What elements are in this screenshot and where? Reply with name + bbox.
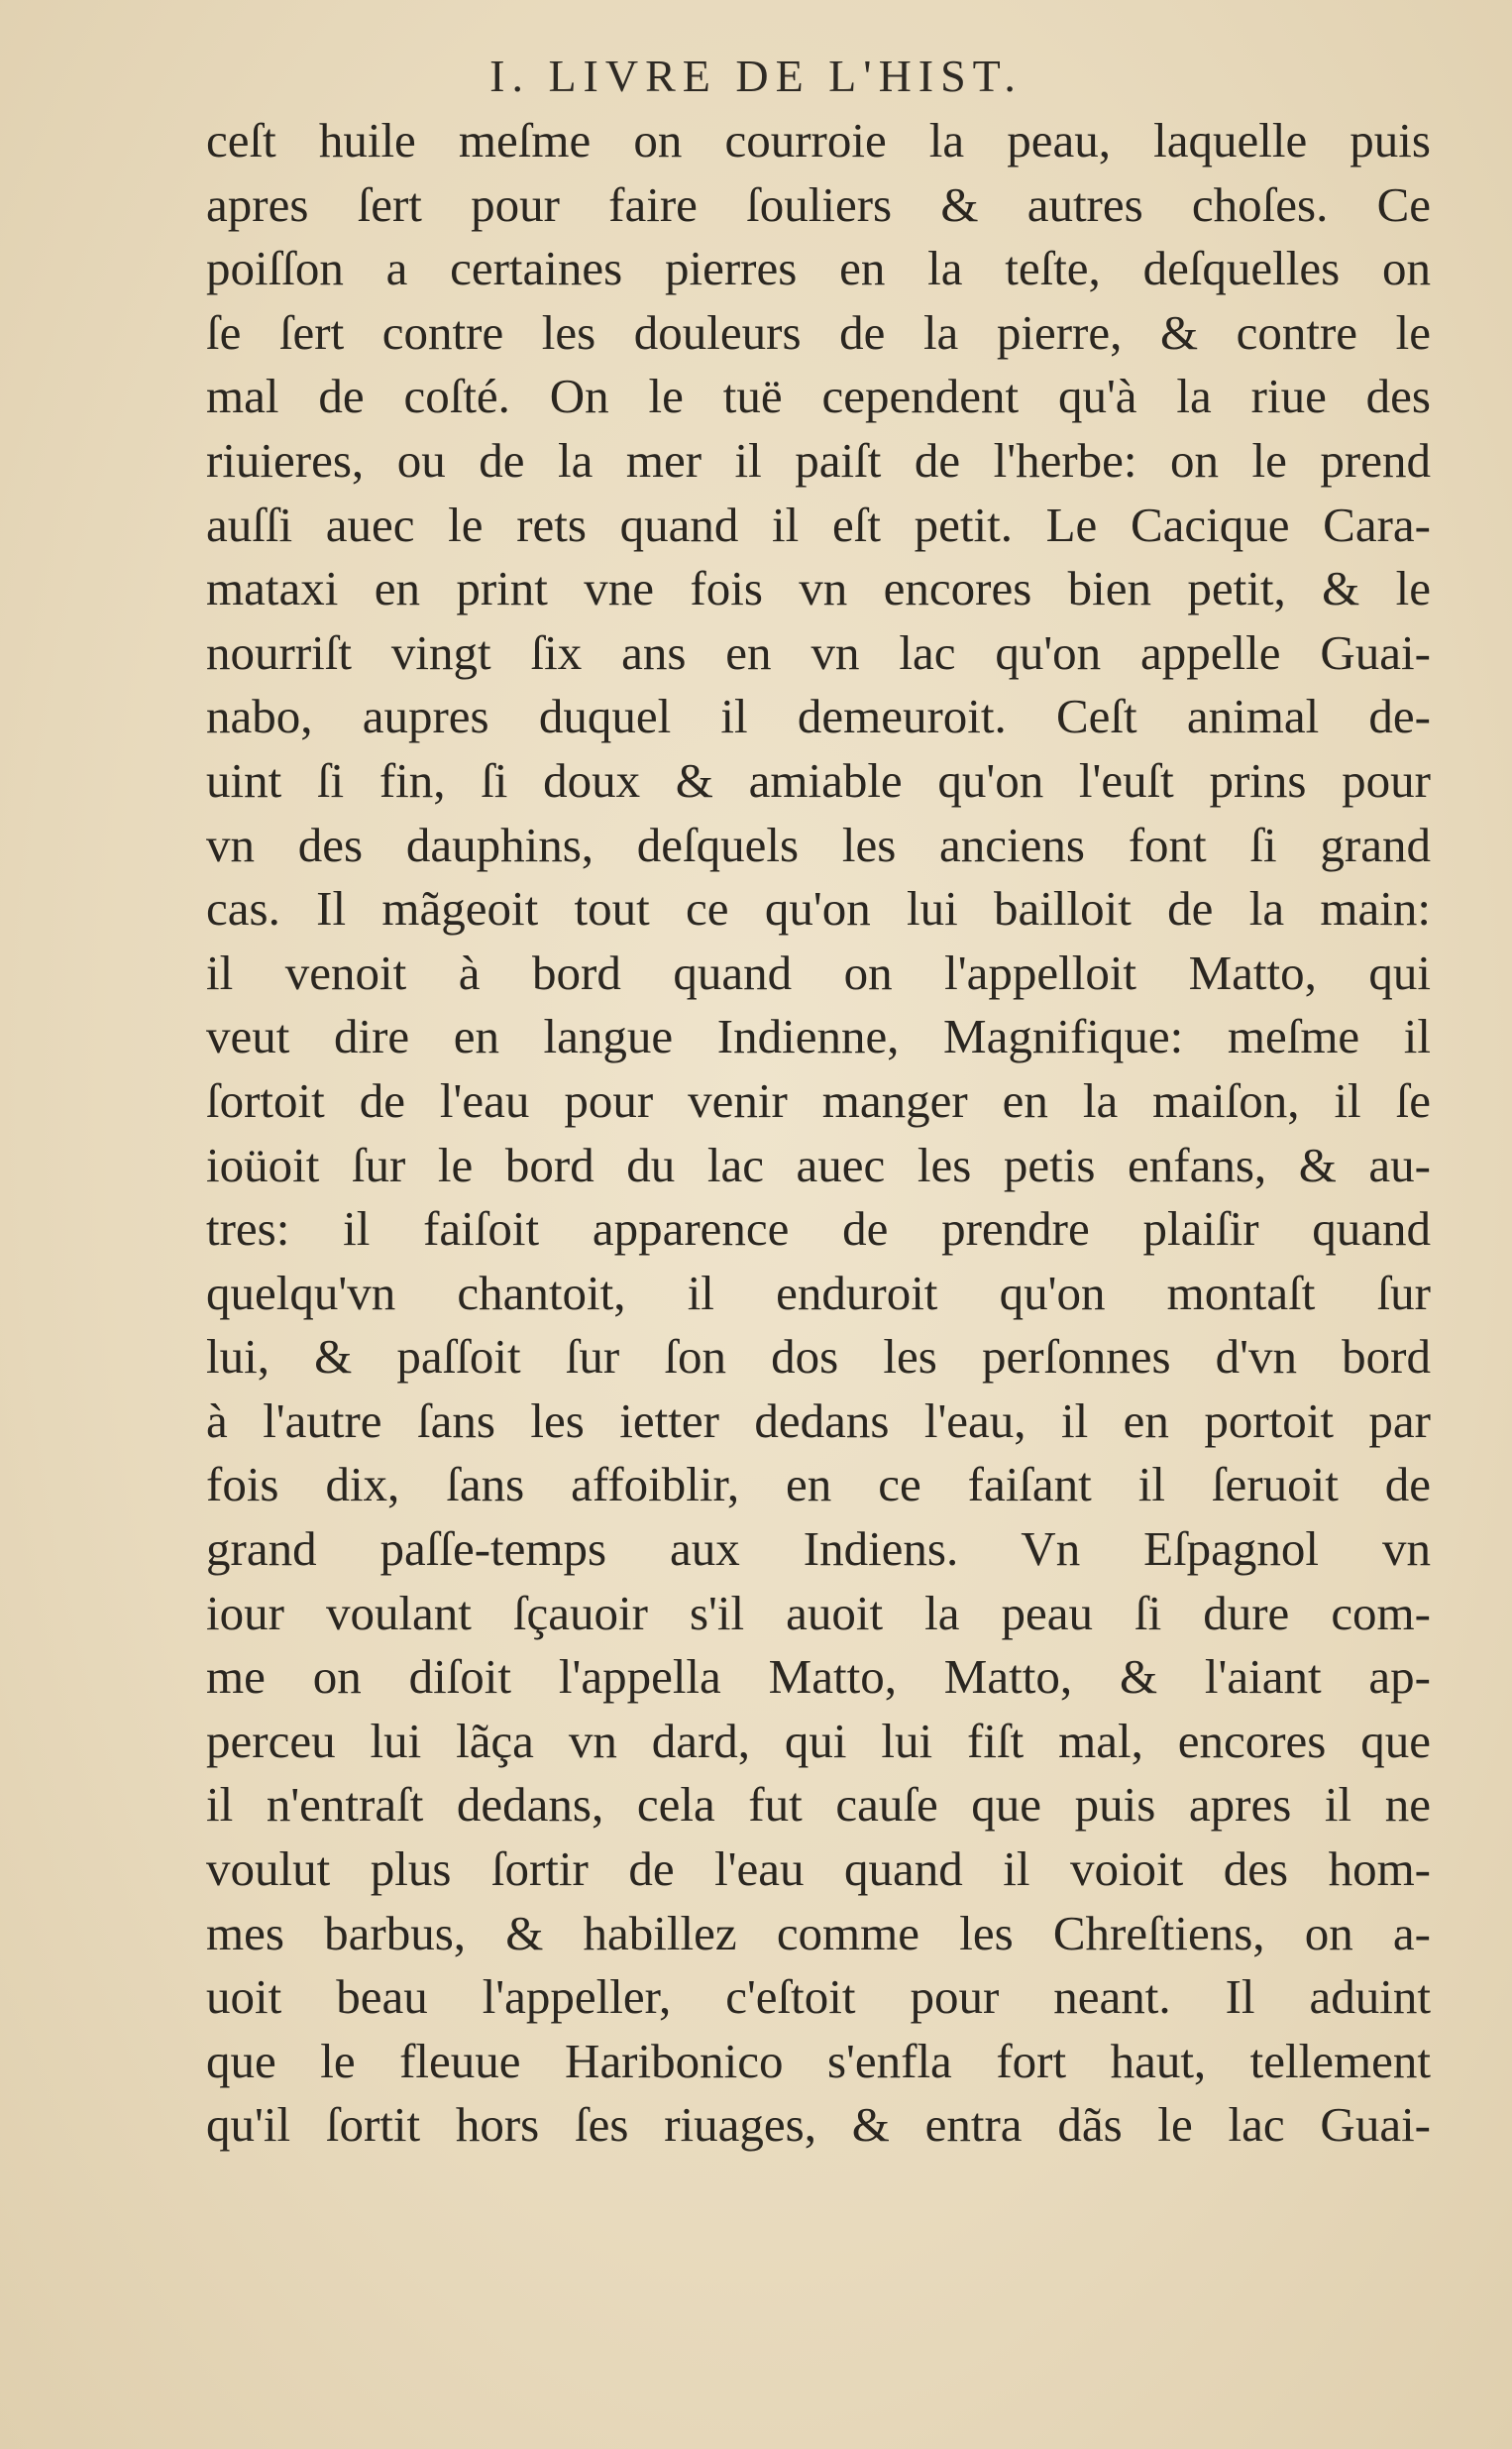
- text-line: iour voulant ſçauoir s'il auoit la peau ſi dure com-: [206, 1585, 1431, 1640]
- text-line: il n'entraſt dedans, cela fut cauſe que puis apres il ne: [206, 1777, 1431, 1833]
- text-line: il venoit à bord quand on l'appelloit Matto, qui: [206, 945, 1431, 1000]
- text-line: quelqu'vn chantoit, il enduroit qu'on montaſt ſur: [206, 1265, 1431, 1320]
- text-line: perceu lui lãça vn dard, qui lui fiſt mal, encores que: [206, 1713, 1431, 1768]
- text-line: mal de coſté. On le tuë cependent qu'à la riue des: [206, 369, 1431, 424]
- text-line: nabo, aupres duquel il demeuroit. Ceſt animal de-: [206, 689, 1431, 744]
- text-line: à l'autre ſans les ietter dedans l'eau, il en portoit par: [206, 1392, 1431, 1448]
- text-line: auſſi auec le rets quand il eſt petit. Le Cacique Cara-: [206, 497, 1431, 552]
- text-line: me on diſoit l'appella Matto, Matto, & l'aiant ap-: [206, 1649, 1431, 1705]
- text-line: vn des dauphins, deſquels les anciens font ſi grand: [206, 817, 1431, 872]
- text-line: mes barbus, & habillez comme les Chreſtiens, on a-: [206, 1905, 1431, 1960]
- text-line: uoit beau l'appeller, c'eſtoit pour neant. Il aduint: [206, 1969, 1431, 2025]
- text-line: qu'il ſortit hors ſes riuages, & entra dãs le lac Guai-: [206, 2097, 1431, 2153]
- text-line: apres ſert pour faire ſouliers & autres choſes. Ce: [206, 176, 1431, 232]
- text-line: nourriſt vingt ſix ans en vn lac qu'on appelle Guai-: [206, 624, 1431, 680]
- running-head: I. LIVRE DE L'HIST.: [489, 51, 1023, 101]
- text-line: veut dire en langue Indienne, Magnifique: meſme il: [206, 1009, 1431, 1064]
- text-line: poiſſon a certaines pierres en la teſte, deſquelles on: [206, 241, 1431, 296]
- text-line: ſe ſert contre les douleurs de la pierre, & contre le: [206, 304, 1431, 360]
- text-line: uint ſi fin, ſi doux & amiable qu'on l'euſt prins pour: [206, 752, 1431, 808]
- text-line: ioüoit ſur le bord du lac auec les petis enfans, & au-: [206, 1137, 1431, 1192]
- text-line: cas. Il mãgeoit tout ce qu'on lui bailloit de la main:: [206, 881, 1431, 937]
- text-line: fois dix, ſans affoiblir, en ce faiſant il ſeruoit de: [206, 1457, 1431, 1512]
- text-line: que le fleuue Haribonico s'enfla fort haut, tellement: [206, 2033, 1431, 2088]
- text-line: voulut plus ſortir de l'eau quand il voioit des hom-: [206, 1841, 1431, 1897]
- text-line: mataxi en print vne fois vn encores bien petit, & le: [206, 561, 1431, 616]
- body-text: [206, 109, 1431, 2158]
- text-line: tres: il faiſoit apparence de prendre plaiſir quand: [206, 1201, 1431, 1257]
- text-line: lui, & paſſoit ſur ſon dos les perſonnes d'vn bord: [206, 1329, 1431, 1385]
- text-line: grand paſſe-temps aux Indiens. Vn Eſpagnol vn: [206, 1521, 1431, 1577]
- text-line: ſortoit de l'eau pour venir manger en la maiſon, il ſe: [206, 1072, 1431, 1128]
- text-line: ceſt huile meſme on courroie la peau, laquelle puis: [206, 113, 1431, 167]
- text-line: riuieres, ou de la mer il paiſt de l'herbe: on le prend: [206, 432, 1431, 488]
